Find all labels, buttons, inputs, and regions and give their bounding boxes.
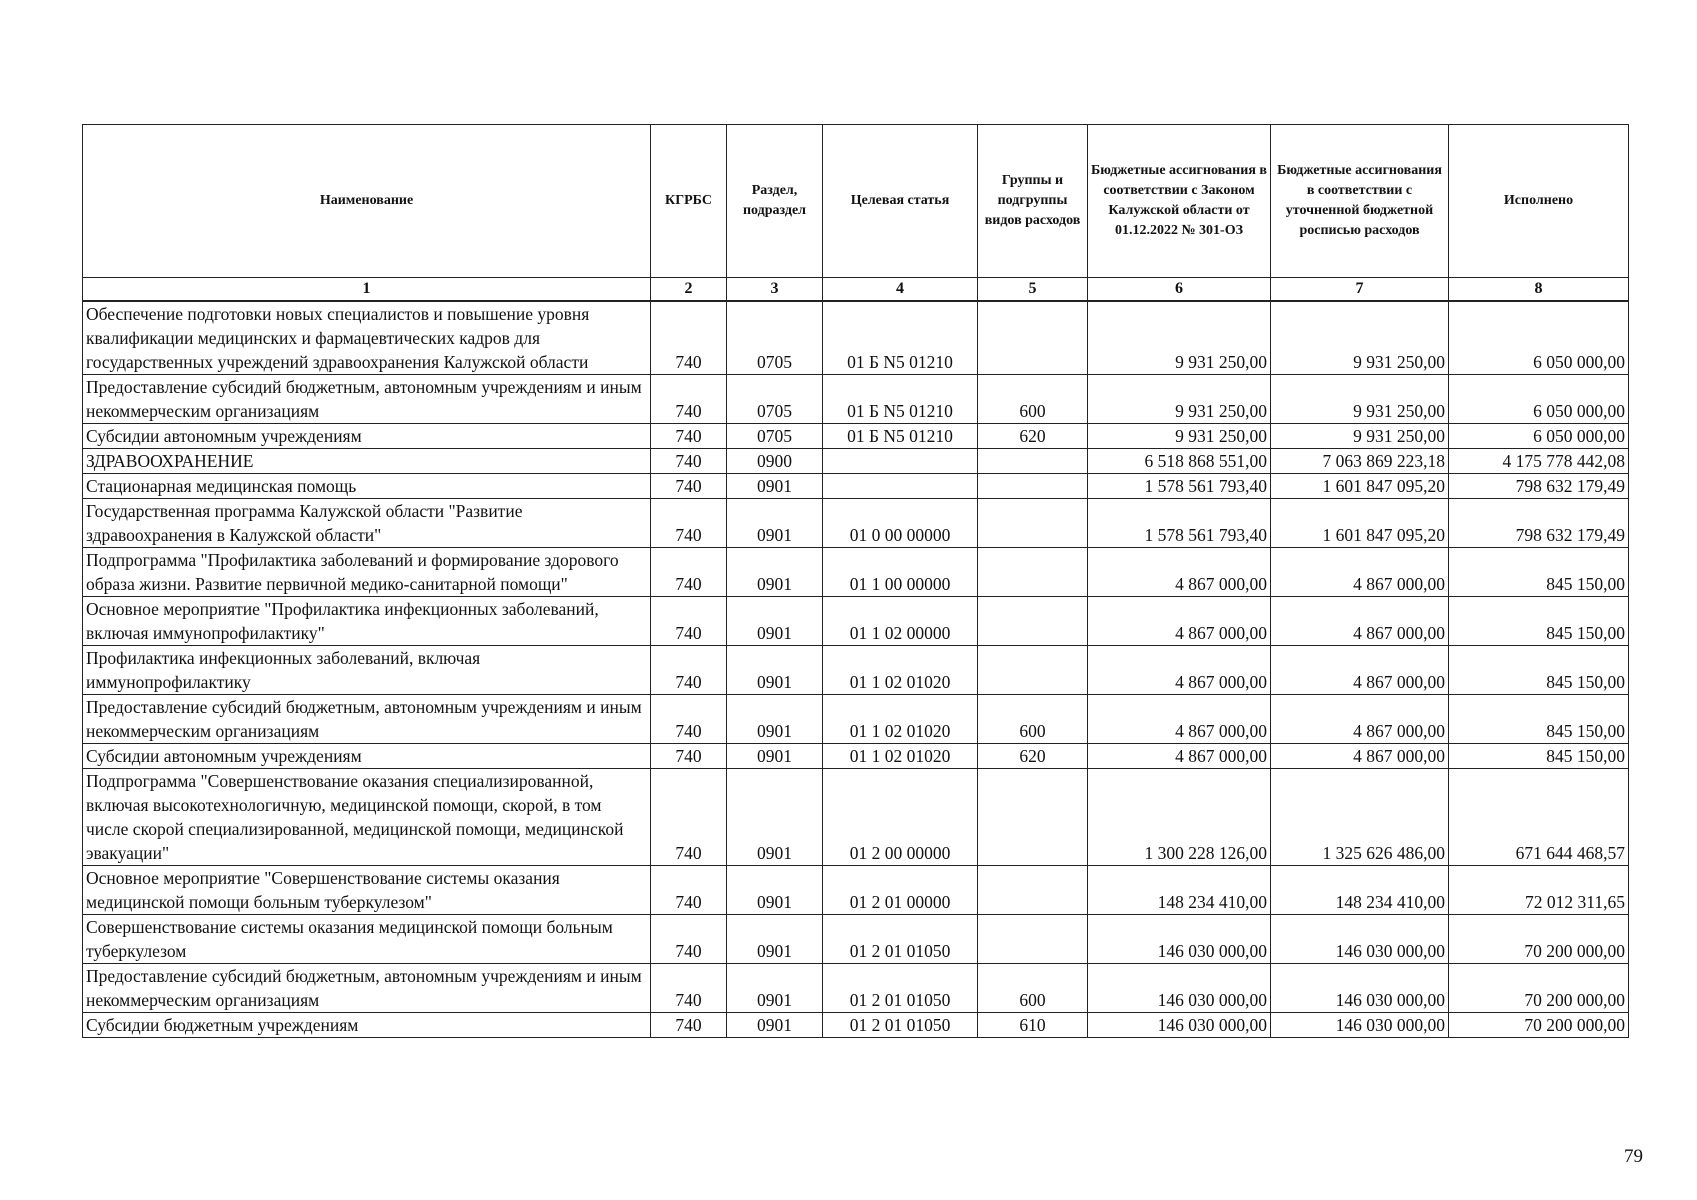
row-law-amount: 4 867 000,00 (1088, 646, 1271, 695)
table-row (83, 548, 1629, 597)
row-roster-amount: 4 867 000,00 (1271, 597, 1449, 646)
row-target: 01 0 00 00000 (823, 499, 978, 548)
header-row (83, 125, 1629, 278)
row-target: 01 2 01 00000 (823, 866, 978, 915)
row-executed-amount: 671 644 468,57 (1449, 769, 1629, 866)
row-name: Обеспечение подготовки новых специалистов и повышение уровня квалификации медицинских и фармацевтических кадров для государственных учреждений здравоохранения Калужской области (83, 301, 651, 375)
header-name: Наименование (83, 125, 651, 278)
row-section: 0901 (727, 866, 823, 915)
row-roster-amount: 9 931 250,00 (1271, 375, 1449, 424)
row-target: 01 2 01 01050 (823, 915, 978, 964)
row-name: Субсидии бюджетным учреждениям (83, 1013, 651, 1038)
row-group (978, 474, 1088, 499)
row-name: ЗДРАВООХРАНЕНИЕ (83, 449, 651, 474)
row-executed-amount: 70 200 000,00 (1449, 915, 1629, 964)
row-target: 01 1 02 01020 (823, 646, 978, 695)
row-name: Субсидии автономным учреждениям (83, 424, 651, 449)
row-target: 01 Б N5 01210 (823, 375, 978, 424)
row-group: 600 (978, 375, 1088, 424)
row-law-amount: 9 931 250,00 (1088, 301, 1271, 375)
row-group (978, 646, 1088, 695)
row-law-amount: 1 578 561 793,40 (1088, 474, 1271, 499)
row-roster-amount: 9 931 250,00 (1271, 424, 1449, 449)
row-roster-amount: 1 601 847 095,20 (1271, 499, 1449, 548)
row-kgrbs: 740 (651, 474, 727, 499)
row-executed-amount: 845 150,00 (1449, 646, 1629, 695)
header-law-allocations: Бюджетные ассигнования в соответствии с Законом Калужской области от 01.12.2022 № 301-ОЗ (1088, 125, 1271, 278)
column-number: 3 (727, 278, 823, 302)
row-roster-amount: 1 601 847 095,20 (1271, 474, 1449, 499)
row-law-amount: 4 867 000,00 (1088, 744, 1271, 769)
row-law-amount: 6 518 868 551,00 (1088, 449, 1271, 474)
row-kgrbs: 740 (651, 424, 727, 449)
row-kgrbs: 740 (651, 964, 727, 1013)
row-kgrbs: 740 (651, 915, 727, 964)
row-group (978, 499, 1088, 548)
row-kgrbs: 740 (651, 866, 727, 915)
table-row (83, 1013, 1629, 1038)
row-roster-amount: 4 867 000,00 (1271, 695, 1449, 744)
table-body (83, 301, 1629, 1038)
row-kgrbs: 740 (651, 646, 727, 695)
row-kgrbs: 740 (651, 449, 727, 474)
row-roster-amount: 9 931 250,00 (1271, 301, 1449, 375)
row-section: 0901 (727, 548, 823, 597)
row-roster-amount: 1 325 626 486,00 (1271, 769, 1449, 866)
budget-table (82, 124, 1629, 1038)
row-section: 0901 (727, 744, 823, 769)
row-target: 01 Б N5 01210 (823, 301, 978, 375)
row-name: Субсидии автономным учреждениям (83, 744, 651, 769)
column-number: 1 (83, 278, 651, 302)
row-name: Подпрограмма "Профилактика заболеваний и формирование здорового образа жизни. Развитие первичной медико-санитарной помощи" (83, 548, 651, 597)
row-target (823, 474, 978, 499)
row-section: 0901 (727, 695, 823, 744)
row-roster-amount: 146 030 000,00 (1271, 1013, 1449, 1038)
row-section: 0901 (727, 769, 823, 866)
row-section: 0900 (727, 449, 823, 474)
row-target: 01 1 00 00000 (823, 548, 978, 597)
row-section: 0901 (727, 964, 823, 1013)
header-target: Целевая статья (823, 125, 978, 278)
table-row (83, 597, 1629, 646)
row-kgrbs: 740 (651, 1013, 727, 1038)
row-executed-amount: 70 200 000,00 (1449, 964, 1629, 1013)
page-number: 79 (1624, 1146, 1643, 1167)
row-executed-amount: 4 175 778 442,08 (1449, 449, 1629, 474)
row-roster-amount: 4 867 000,00 (1271, 646, 1449, 695)
row-executed-amount: 845 150,00 (1449, 597, 1629, 646)
row-section: 0705 (727, 301, 823, 375)
row-law-amount: 146 030 000,00 (1088, 964, 1271, 1013)
row-roster-amount: 148 234 410,00 (1271, 866, 1449, 915)
row-target: 01 1 02 00000 (823, 597, 978, 646)
row-executed-amount: 798 632 179,49 (1449, 474, 1629, 499)
table-row (83, 301, 1629, 375)
row-kgrbs: 740 (651, 744, 727, 769)
row-roster-amount: 146 030 000,00 (1271, 915, 1449, 964)
row-kgrbs: 740 (651, 769, 727, 866)
row-law-amount: 9 931 250,00 (1088, 375, 1271, 424)
row-executed-amount: 70 200 000,00 (1449, 1013, 1629, 1038)
row-name: Государственная программа Калужской области "Развитие здравоохранения в Калужской области" (83, 499, 651, 548)
row-executed-amount: 845 150,00 (1449, 695, 1629, 744)
row-executed-amount: 845 150,00 (1449, 548, 1629, 597)
row-name: Подпрограмма "Совершенствование оказания специализированной, включая высокотехнологичную, медицинской помощи, скорой, в том числе скорой специализированной, медицинской помощи, медицинской эвакуации" (83, 769, 651, 866)
column-number: 7 (1271, 278, 1449, 302)
row-law-amount: 4 867 000,00 (1088, 597, 1271, 646)
row-name: Стационарная медицинская помощь (83, 474, 651, 499)
row-group: 600 (978, 964, 1088, 1013)
table-row (83, 866, 1629, 915)
row-group: 620 (978, 744, 1088, 769)
row-group (978, 597, 1088, 646)
row-executed-amount: 6 050 000,00 (1449, 424, 1629, 449)
row-section: 0901 (727, 646, 823, 695)
row-law-amount: 146 030 000,00 (1088, 915, 1271, 964)
table-row (83, 424, 1629, 449)
column-number: 5 (978, 278, 1088, 302)
row-group: 600 (978, 695, 1088, 744)
row-group (978, 915, 1088, 964)
row-section: 0901 (727, 915, 823, 964)
row-law-amount: 148 234 410,00 (1088, 866, 1271, 915)
row-name: Основное мероприятие "Совершенствование системы оказания медицинской помощи больным туберкулезом" (83, 866, 651, 915)
row-group (978, 769, 1088, 866)
table-row (83, 449, 1629, 474)
row-law-amount: 4 867 000,00 (1088, 548, 1271, 597)
column-number: 6 (1088, 278, 1271, 302)
column-number: 8 (1449, 278, 1629, 302)
row-executed-amount: 72 012 311,65 (1449, 866, 1629, 915)
row-target (823, 449, 978, 474)
table-row (83, 646, 1629, 695)
row-law-amount: 146 030 000,00 (1088, 1013, 1271, 1038)
row-target: 01 1 02 01020 (823, 695, 978, 744)
table-row (83, 915, 1629, 964)
row-executed-amount: 845 150,00 (1449, 744, 1629, 769)
row-law-amount: 9 931 250,00 (1088, 424, 1271, 449)
row-roster-amount: 146 030 000,00 (1271, 964, 1449, 1013)
row-name: Предоставление субсидий бюджетным, автономным учреждениям и иным некоммерческим организациям (83, 695, 651, 744)
row-roster-amount: 7 063 869 223,18 (1271, 449, 1449, 474)
row-group (978, 449, 1088, 474)
row-group: 620 (978, 424, 1088, 449)
row-kgrbs: 740 (651, 375, 727, 424)
row-law-amount: 1 578 561 793,40 (1088, 499, 1271, 548)
row-name: Предоставление субсидий бюджетным, автономным учреждениям и иным некоммерческим организациям (83, 964, 651, 1013)
row-target: 01 2 01 01050 (823, 964, 978, 1013)
row-group: 610 (978, 1013, 1088, 1038)
header-kgrbs: КГРБС (651, 125, 727, 278)
row-section: 0705 (727, 424, 823, 449)
row-target: 01 Б N5 01210 (823, 424, 978, 449)
row-section: 0901 (727, 474, 823, 499)
row-roster-amount: 4 867 000,00 (1271, 744, 1449, 769)
row-group (978, 866, 1088, 915)
column-number-row (83, 278, 1629, 302)
table-row (83, 375, 1629, 424)
table-row (83, 499, 1629, 548)
table-row (83, 744, 1629, 769)
row-group (978, 301, 1088, 375)
row-name: Основное мероприятие "Профилактика инфекционных заболеваний, включая иммунопрофилактику" (83, 597, 651, 646)
table-row (83, 474, 1629, 499)
header-group: Группы и подгруппы видов расходов (978, 125, 1088, 278)
row-target: 01 1 02 01020 (823, 744, 978, 769)
row-executed-amount: 6 050 000,00 (1449, 301, 1629, 375)
row-section: 0901 (727, 499, 823, 548)
row-target: 01 2 00 00000 (823, 769, 978, 866)
row-name: Совершенствование системы оказания медицинской помощи больным туберкулезом (83, 915, 651, 964)
row-kgrbs: 740 (651, 499, 727, 548)
row-group (978, 548, 1088, 597)
row-kgrbs: 740 (651, 301, 727, 375)
table-row (83, 769, 1629, 866)
row-section: 0901 (727, 597, 823, 646)
row-roster-amount: 4 867 000,00 (1271, 548, 1449, 597)
column-number: 4 (823, 278, 978, 302)
row-section: 0705 (727, 375, 823, 424)
row-kgrbs: 740 (651, 597, 727, 646)
table-row (83, 695, 1629, 744)
header-roster-allocations: Бюджетные ассигнования в соответствии с уточненной бюджетной росписью расходов (1271, 125, 1449, 278)
row-law-amount: 4 867 000,00 (1088, 695, 1271, 744)
row-section: 0901 (727, 1013, 823, 1038)
row-executed-amount: 6 050 000,00 (1449, 375, 1629, 424)
row-name: Профилактика инфекционных заболеваний, включая иммунопрофилактику (83, 646, 651, 695)
row-kgrbs: 740 (651, 695, 727, 744)
header-section: Раздел, подраздел (727, 125, 823, 278)
column-number: 2 (651, 278, 727, 302)
row-target: 01 2 01 01050 (823, 1013, 978, 1038)
table-row (83, 964, 1629, 1013)
row-name: Предоставление субсидий бюджетным, автономным учреждениям и иным некоммерческим организациям (83, 375, 651, 424)
header-executed: Исполнено (1449, 125, 1629, 278)
row-executed-amount: 798 632 179,49 (1449, 499, 1629, 548)
row-kgrbs: 740 (651, 548, 727, 597)
row-law-amount: 1 300 228 126,00 (1088, 769, 1271, 866)
